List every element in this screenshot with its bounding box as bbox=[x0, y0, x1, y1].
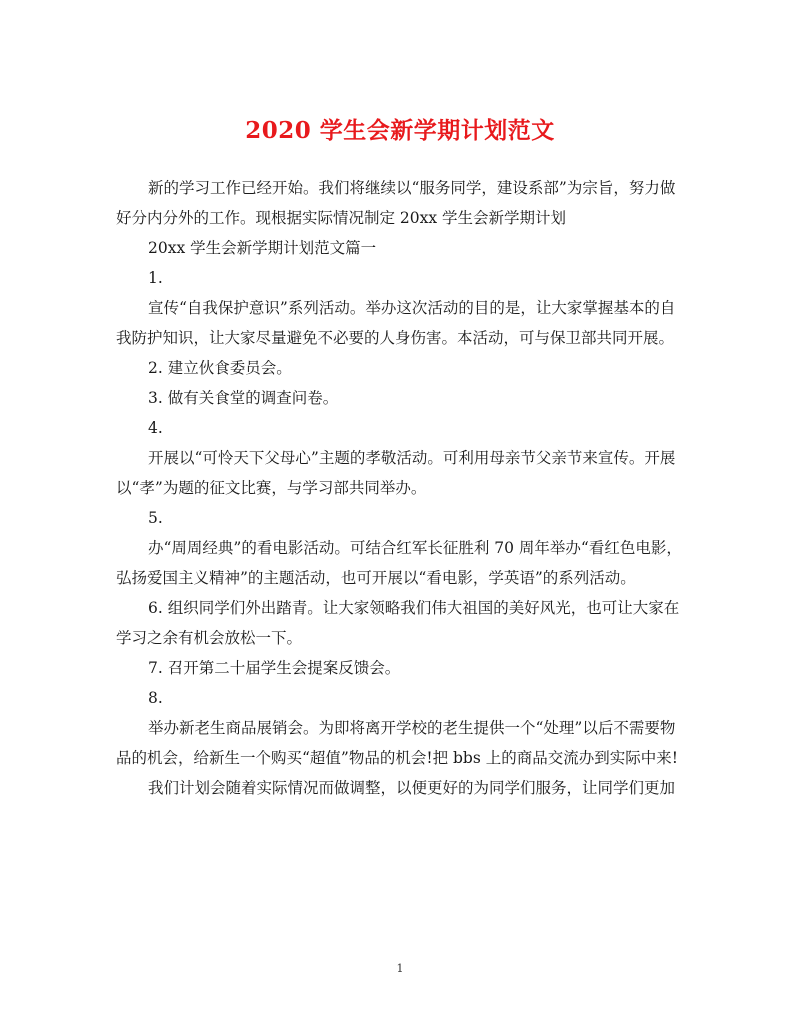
paragraph-closing: 我们计划会随着实际情况而做调整，以便更好的为同学们服务，让同学们更加 bbox=[148, 779, 676, 797]
paragraph: 宣传“自我保护意识”系列活动。举办这次活动的目的是，让大家掌握基本的自我防护知识，让大家尽量避免不必要的人身伤害。本活动，可与保卫部共同开展。 bbox=[116, 299, 676, 347]
page-number: 1 bbox=[396, 962, 404, 975]
paragraph-intro: 新的学习工作已经开始。我们将继续以“服务同学，建设系部”为宗旨，努力做好分内分外的工作。现根据实际情况制定 20xx 学生会新学期计划 bbox=[116, 179, 676, 227]
document-body bbox=[116, 173, 688, 803]
paragraph: 开展以“可怜天下父母心”主题的孝敬活动。可利用母亲节父亲节来宣传。开展以“孝”为题的征文比赛，与学习部共同举办。 bbox=[116, 449, 676, 497]
list-item: 2. 建立伙食委员会。 bbox=[148, 359, 292, 377]
document-title: 2020 学生会新学期计划范文 bbox=[245, 117, 555, 144]
list-item: 3. 做有关食堂的调查问卷。 bbox=[148, 389, 339, 407]
paragraph: 举办新老生商品展销会。为即将离开学校的老生提供一个“处理”以后不需要物品的机会，给新生一个购买“超值”物品的机会!把 bbs 上的商品交流办到实际中来! bbox=[116, 719, 678, 767]
paragraph: 办“周周经典”的看电影活动。可结合红军长征胜利 70 周年举办“看红色电影，弘扬爱国主义精神”的主题活动，也可开展以“看电影，学英语”的系列活动。 bbox=[116, 539, 682, 587]
list-item-number: 4. bbox=[148, 419, 163, 437]
list-item-number: 8. bbox=[148, 689, 163, 707]
paragraph-subtitle: 20xx 学生会新学期计划范文篇一 bbox=[148, 239, 377, 257]
list-item: 7. 召开第二十届学生会提案反馈会。 bbox=[148, 659, 401, 677]
list-item-number: 5. bbox=[148, 509, 163, 527]
list-item-number: 1. bbox=[148, 269, 163, 287]
list-item: 6. 组织同学们外出踏青。让大家领略我们伟大祖国的美好风光，也可让大家在学习之余有机会放松一下。 bbox=[116, 599, 680, 647]
